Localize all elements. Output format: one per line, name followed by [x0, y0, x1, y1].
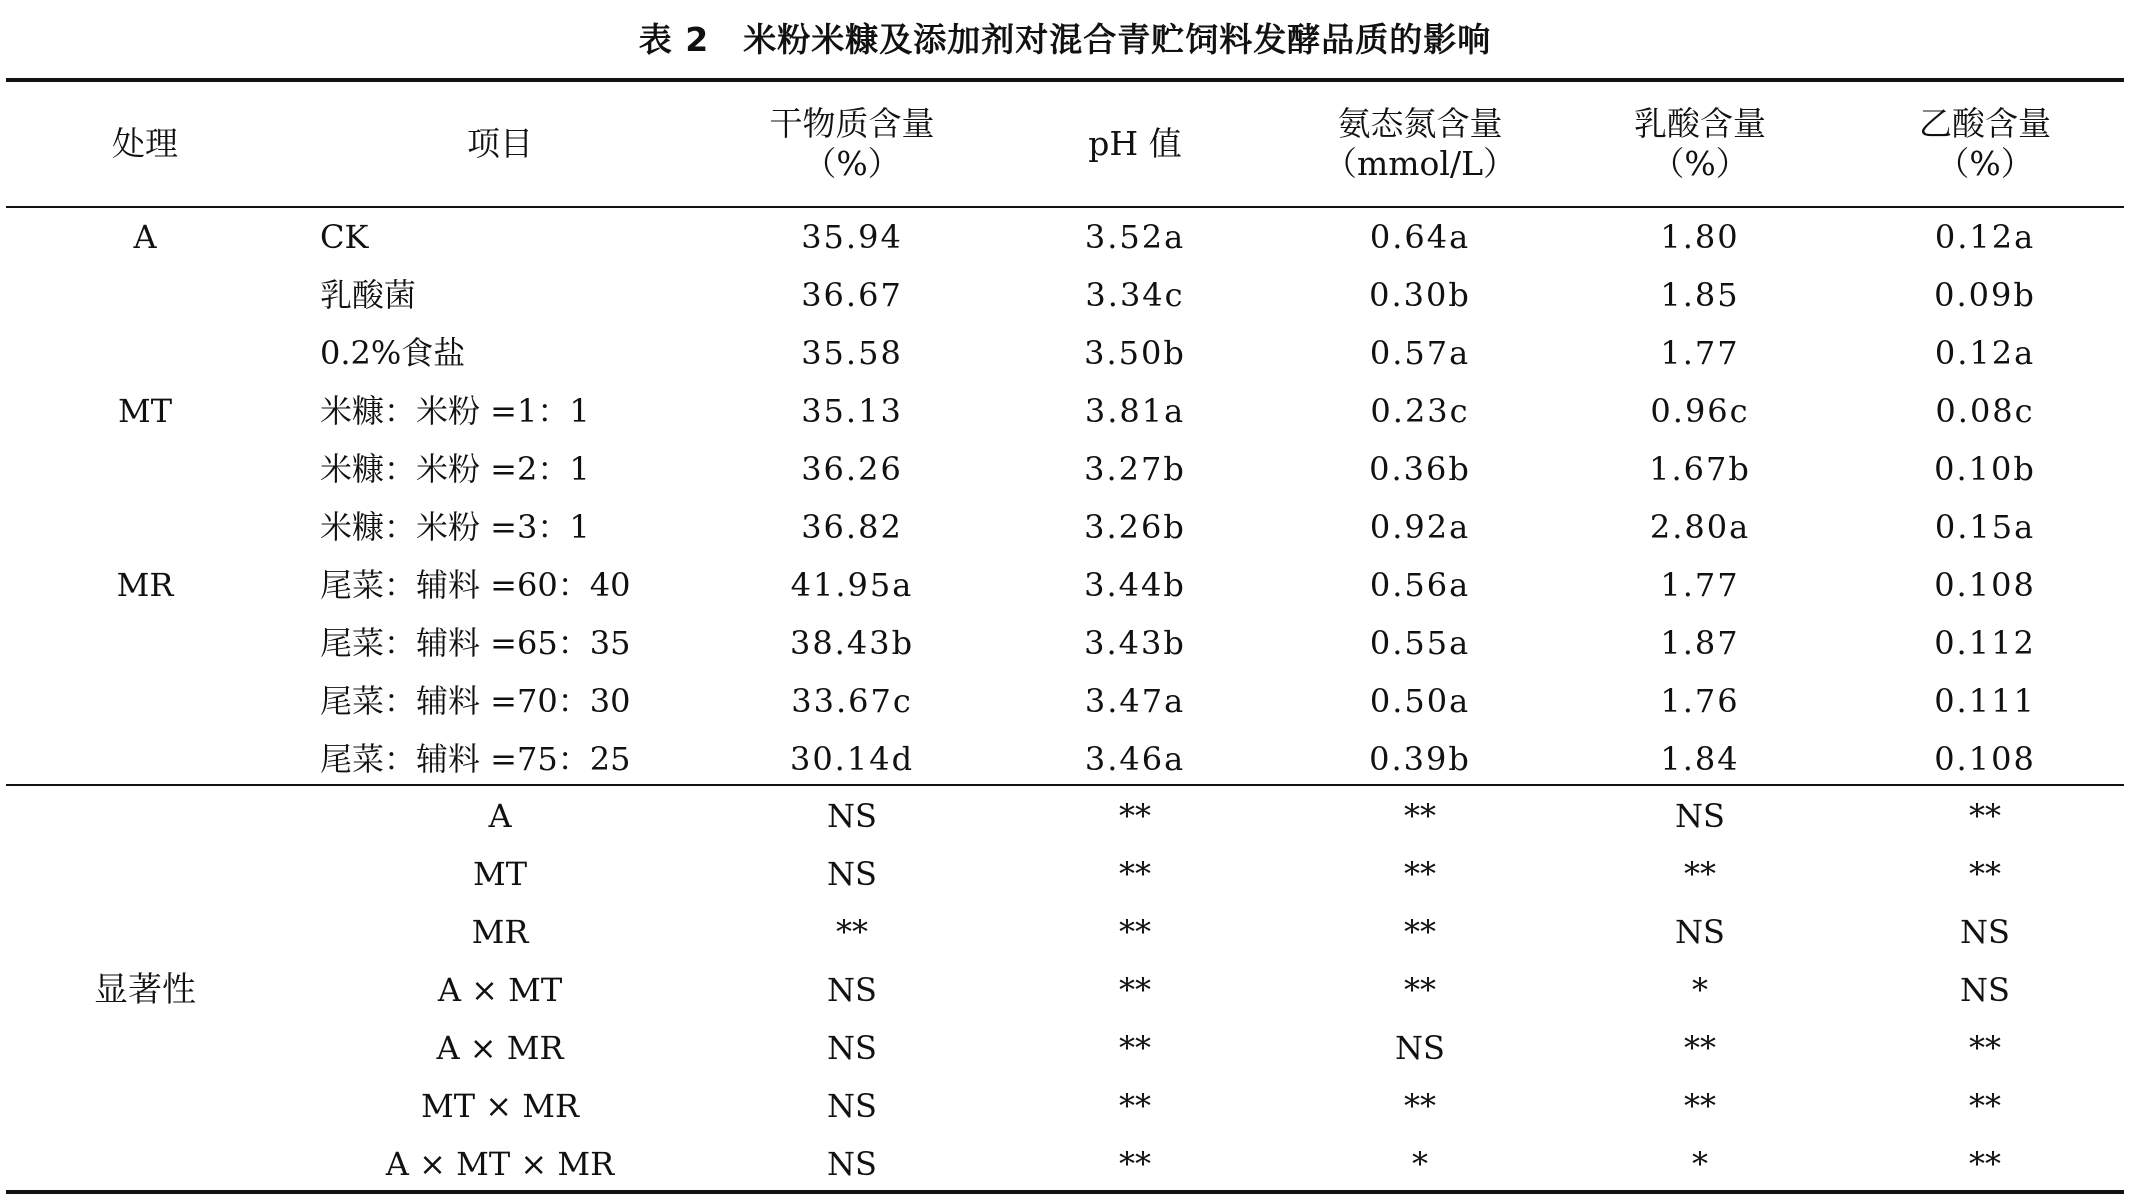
cell-acetic-acid: 0.112: [1934, 624, 2036, 662]
sig-lactic-acid: NS: [1675, 797, 1725, 835]
table-row: [0, 739, 2130, 779]
header-lactic-acid: [1600, 104, 1800, 184]
significance-row: [0, 1028, 2130, 1068]
sig-ph: **: [1119, 913, 1151, 951]
sig-factor: MR: [471, 913, 529, 951]
cell-item: 米糠：米粉 =2：1: [320, 450, 590, 488]
sig-dry-matter: NS: [827, 855, 877, 893]
cell-item: 米糠：米粉 =3：1: [320, 508, 590, 546]
cell-ammonia-n: 0.50a: [1369, 682, 1471, 720]
header-acetic-acid-unit: （%）: [1936, 144, 2034, 183]
cell-lactic-acid: 1.84: [1660, 740, 1740, 778]
sig-lactic-acid: *: [1692, 1145, 1708, 1183]
significance-row: [0, 854, 2130, 894]
cell-ph: 3.44b: [1084, 566, 1186, 604]
sig-dry-matter: NS: [827, 797, 877, 835]
cell-dry-matter: 33.67c: [791, 682, 913, 720]
cell-acetic-acid: 0.111: [1934, 682, 2036, 720]
sig-factor: A × MR: [436, 1029, 564, 1067]
sig-ammonia-n: **: [1404, 1087, 1436, 1125]
cell-acetic-acid: 0.08c: [1935, 392, 2035, 430]
cell-dry-matter: 38.43b: [789, 624, 915, 662]
cell-dry-matter: 36.82: [801, 508, 903, 546]
sig-ammonia-n: **: [1404, 971, 1436, 1009]
sig-lactic-acid: **: [1684, 855, 1716, 893]
cell-ph: 3.46a: [1084, 740, 1186, 778]
cell-ammonia-n: 0.56a: [1369, 566, 1471, 604]
table-row: [0, 623, 2130, 663]
sig-factor: A: [488, 797, 512, 835]
sig-acetic-acid: **: [1969, 797, 2001, 835]
cell-group: MT: [117, 392, 173, 430]
sig-ammonia-n: NS: [1395, 1029, 1445, 1067]
cell-ph: 3.26b: [1084, 508, 1186, 546]
sig-factor: MT: [472, 855, 528, 893]
header-ammonia-n-label: 氨态氮含量: [1337, 104, 1503, 143]
cell-ammonia-n: 0.57a: [1369, 334, 1471, 372]
cell-dry-matter: 35.94: [801, 218, 903, 256]
header-dry-matter: [752, 104, 952, 184]
table-row: [0, 275, 2130, 315]
top-rule: [6, 78, 2124, 82]
cell-ammonia-n: 0.23c: [1370, 392, 1470, 430]
sig-lactic-acid: NS: [1675, 913, 1725, 951]
cell-ammonia-n: 0.64a: [1369, 218, 1471, 256]
cell-ph: 3.81a: [1084, 392, 1186, 430]
sig-acetic-acid: **: [1969, 1029, 2001, 1067]
cell-acetic-acid: 0.108: [1934, 566, 2036, 604]
cell-item: 尾菜：辅料 =65：35: [320, 624, 631, 662]
sig-dry-matter: NS: [827, 1029, 877, 1067]
cell-dry-matter: 36.67: [801, 276, 903, 314]
cell-item: CK: [320, 218, 369, 256]
sig-acetic-acid: NS: [1960, 913, 2010, 951]
sig-ammonia-n: **: [1404, 913, 1436, 951]
cell-ph: 3.52a: [1084, 218, 1186, 256]
cell-ammonia-n: 0.30b: [1369, 276, 1471, 314]
sig-dry-matter: NS: [827, 971, 877, 1009]
sig-factor: MT × MR: [420, 1087, 580, 1125]
table-row: [0, 333, 2130, 373]
cell-item: 乳酸菌: [320, 276, 417, 314]
sig-lactic-acid: **: [1684, 1087, 1716, 1125]
header-rule: [6, 206, 2124, 208]
cell-lactic-acid: 1.85: [1660, 276, 1740, 314]
cell-dry-matter: 35.58: [801, 334, 903, 372]
cell-ph: 3.50b: [1084, 334, 1186, 372]
sig-factor: A × MT × MR: [385, 1145, 615, 1183]
sig-dry-matter: NS: [827, 1087, 877, 1125]
cell-item: 0.2%食盐: [320, 334, 466, 372]
cell-item: 尾菜：辅料 =75：25: [320, 740, 631, 778]
cell-lactic-acid: 1.77: [1660, 334, 1740, 372]
cell-lactic-acid: 1.67b: [1649, 450, 1751, 488]
sig-ph: **: [1119, 1145, 1151, 1183]
header-ammonia-n-unit: （mmol/L）: [1323, 144, 1517, 183]
table-caption: [0, 16, 2130, 64]
significance-rule: [6, 784, 2124, 786]
cell-item: 尾菜：辅料 =60：40: [320, 566, 631, 604]
sig-ph: **: [1119, 1087, 1151, 1125]
cell-acetic-acid: 0.12a: [1934, 334, 2036, 372]
cell-lactic-acid: 1.76: [1660, 682, 1740, 720]
header-dry-matter-label: 干物质含量: [769, 104, 935, 143]
header-acetic-acid: [1880, 104, 2090, 184]
cell-ph: 3.47a: [1084, 682, 1186, 720]
table-row: [0, 391, 2130, 431]
significance-row: [0, 796, 2130, 836]
sig-ammonia-n: *: [1412, 1145, 1428, 1183]
cell-dry-matter: 41.95a: [790, 566, 914, 604]
sig-acetic-acid: **: [1969, 1087, 2001, 1125]
sig-acetic-acid: NS: [1960, 971, 2010, 1009]
header-lactic-acid-label: 乳酸含量: [1634, 104, 1766, 143]
header-ph: pH 值: [1088, 124, 1182, 163]
cell-item: 尾菜：辅料 =70：30: [320, 682, 631, 720]
cell-ph: 3.43b: [1084, 624, 1186, 662]
sig-ph: **: [1119, 971, 1151, 1009]
cell-dry-matter: 35.13: [801, 392, 903, 430]
bottom-rule: [6, 1190, 2124, 1194]
header-dry-matter-unit: （%）: [803, 144, 901, 183]
table-number: 表 2: [638, 20, 710, 59]
table-row: [0, 217, 2130, 257]
significance-row: [0, 1144, 2130, 1184]
cell-lactic-acid: 0.96c: [1650, 392, 1750, 430]
sig-factor: A × MT: [437, 971, 563, 1009]
header-ammonia-n: [1310, 104, 1530, 184]
cell-lactic-acid: 1.87: [1660, 624, 1740, 662]
sig-acetic-acid: **: [1969, 855, 2001, 893]
cell-acetic-acid: 0.15a: [1934, 508, 2036, 546]
sig-lactic-acid: *: [1692, 971, 1708, 1009]
significance-label: 显著性: [94, 970, 196, 1010]
sig-dry-matter: **: [836, 913, 868, 951]
significance-row: [0, 970, 2130, 1010]
table-row: [0, 565, 2130, 605]
sig-ammonia-n: **: [1404, 855, 1436, 893]
header-acetic-acid-label: 乙酸含量: [1919, 104, 2051, 143]
cell-lactic-acid: 1.80: [1660, 218, 1740, 256]
cell-lactic-acid: 2.80a: [1649, 508, 1751, 546]
header-treatment: 处理: [112, 124, 178, 163]
cell-acetic-acid: 0.10b: [1934, 450, 2036, 488]
significance-row: [0, 1086, 2130, 1126]
cell-ammonia-n: 0.36b: [1369, 450, 1471, 488]
cell-item: 米糠：米粉 =1：1: [320, 392, 590, 430]
table-title-text: 米粉米糠及添加剂对混合青贮饲料发酵品质的影响: [743, 20, 1492, 59]
cell-dry-matter: 30.14d: [789, 740, 915, 778]
sig-ph: **: [1119, 855, 1151, 893]
cell-dry-matter: 36.26: [801, 450, 903, 488]
sig-acetic-acid: **: [1969, 1145, 2001, 1183]
cell-ph: 3.34c: [1085, 276, 1185, 314]
cell-ammonia-n: 0.92a: [1369, 508, 1471, 546]
cell-acetic-acid: 0.09b: [1934, 276, 2036, 314]
significance-row: [0, 912, 2130, 952]
sig-ph: **: [1119, 1029, 1151, 1067]
sig-lactic-acid: **: [1684, 1029, 1716, 1067]
cell-ammonia-n: 0.39b: [1369, 740, 1471, 778]
header-lactic-acid-unit: （%）: [1651, 144, 1749, 183]
cell-group: MR: [116, 566, 174, 604]
table-row: [0, 681, 2130, 721]
cell-ammonia-n: 0.55a: [1369, 624, 1471, 662]
sig-ammonia-n: **: [1404, 797, 1436, 835]
sig-dry-matter: NS: [827, 1145, 877, 1183]
cell-acetic-acid: 0.12a: [1934, 218, 2036, 256]
header-item: 项目: [467, 124, 533, 163]
table-row: [0, 507, 2130, 547]
cell-lactic-acid: 1.77: [1660, 566, 1740, 604]
sig-ph: **: [1119, 797, 1151, 835]
cell-acetic-acid: 0.108: [1934, 740, 2036, 778]
cell-ph: 3.27b: [1084, 450, 1186, 488]
cell-group: A: [133, 218, 157, 256]
table-row: [0, 449, 2130, 489]
